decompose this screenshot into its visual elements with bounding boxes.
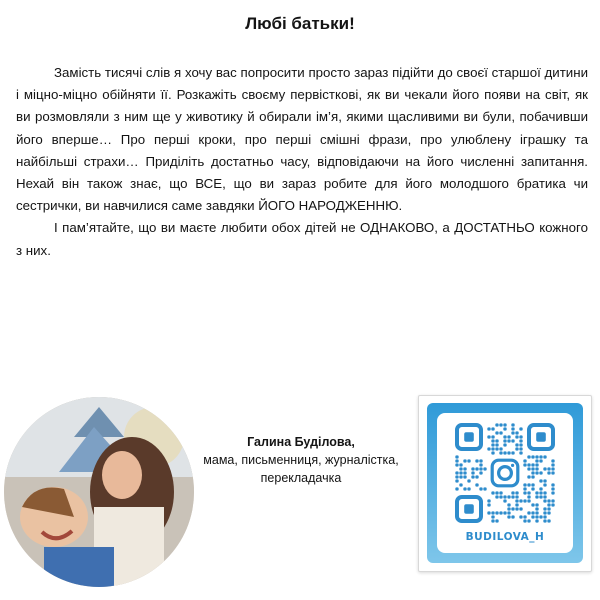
author-name: Галина Буділова,	[247, 435, 355, 449]
paragraph: І пам’ятайте, що ви маєте любити обох дітей не ОДНАКОВО, а ДОСТАТНЬО кожного з них.	[16, 220, 588, 258]
instagram-handle: BUDILOVA_H	[465, 531, 545, 543]
letter-body	[16, 62, 588, 262]
qr-code	[437, 413, 573, 553]
instagram-qr-card[interactable]	[418, 395, 592, 572]
author-caption	[190, 433, 412, 487]
author-description: мама, письменниця, журналістка, перекладачка	[203, 453, 399, 485]
qr-pattern	[455, 423, 555, 523]
author-photo	[4, 397, 194, 587]
page-title: Любі батьки!	[245, 14, 355, 33]
paragraph: Замість тисячі слів я хочу вас попросити просто зараз підійти до своєї старшої дитини і міцно-міцно обійняти її. Розкажіть своєму первісткові, як ви чекали його появи на світ, як ви розмовляли з ним ще у животику й обирали ім’я, якими щасливими ви були, побачивши його вперше… Про перші кроки, про перші смішні фрази, про улюблену іграшку та найбільші страхи… Приділіть достатньо часу, відповідаючи на його численні запитання. Нехай він також знає, що ВСЕ, що ви зараз робите для його молодшого братика чи сестрички, ви навчилися саме завдяки ЙОГО НАРОДЖЕННЮ.	[16, 65, 588, 214]
instagram-icon	[489, 457, 520, 488]
qr-frame	[427, 403, 583, 563]
